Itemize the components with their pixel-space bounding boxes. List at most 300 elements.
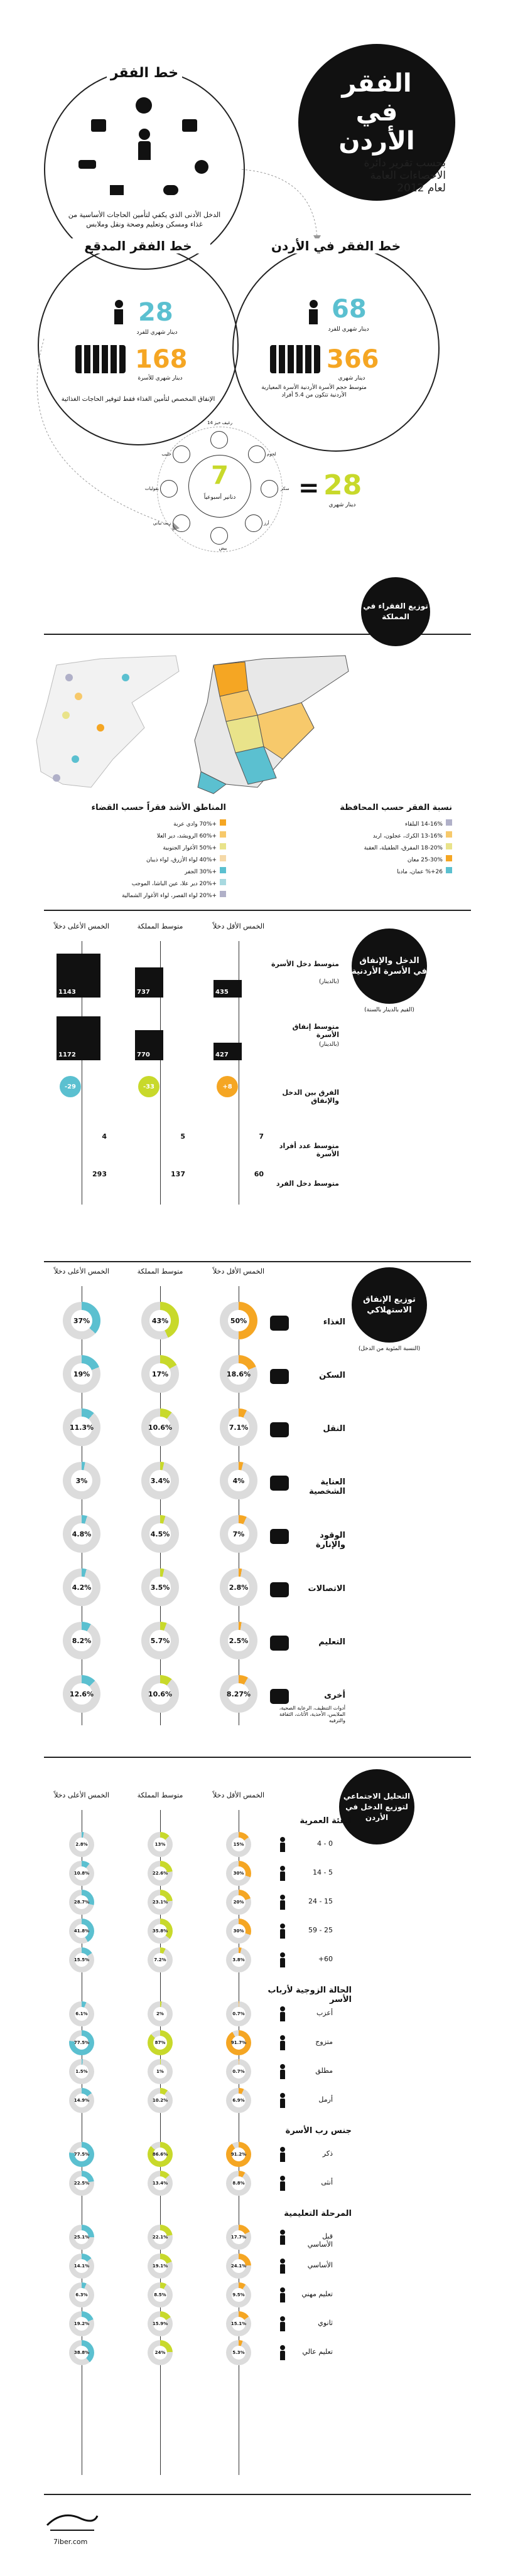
donut-highest — [69, 2225, 94, 2250]
donut-lowest — [226, 2171, 251, 2196]
basket-item-label: لحوم — [267, 452, 276, 457]
social-row-label: 5 - 14 — [313, 1868, 333, 1876]
donut-highest — [63, 1302, 100, 1339]
legend-swatch — [220, 819, 226, 826]
donut-highest — [69, 1919, 94, 1944]
donut-value: 15.9% — [153, 2317, 167, 2331]
donut-value: 28.7% — [75, 1895, 89, 1909]
legend-item: +60% الرويشد، دير العلا — [38, 831, 226, 843]
donut-value: 30% — [232, 1866, 246, 1880]
donut-highest — [69, 1861, 94, 1886]
donut-value: 8.27% — [228, 1683, 249, 1705]
donut-value: 8.2% — [71, 1630, 92, 1651]
donut-lowest — [226, 1919, 251, 1944]
donut-value: 14.9% — [75, 2094, 89, 2107]
donut-value: 77.5% — [75, 2036, 89, 2050]
donut-value: 10.6% — [149, 1683, 171, 1705]
basket-item-icon — [210, 527, 228, 545]
legend-swatch — [446, 843, 452, 849]
col-head-average: متوسط المملكة — [137, 922, 183, 930]
basket-item-label: حليب — [161, 452, 171, 457]
person-icon — [279, 1837, 286, 1852]
donut-lowest — [226, 2282, 251, 2307]
basket-result-unit: دينار شهري — [328, 502, 356, 508]
person-icon — [279, 2176, 286, 2191]
donut-highest — [69, 2059, 94, 2084]
donut-lowest — [226, 2001, 251, 2026]
donut-value: 2.5% — [228, 1630, 249, 1651]
donut-lowest — [226, 2311, 251, 2336]
distribution-title: توزيع الفقراء في المملكة — [361, 577, 430, 646]
donut-value: 22.6% — [153, 1866, 167, 1880]
flow-arrow — [239, 163, 327, 245]
donut-value: 2.8% — [228, 1577, 249, 1598]
social-row-label: تعليم مهني — [301, 2290, 333, 2298]
spending-row-note: أدوات التنظيف، الرعاية الصحية، الملابس، الأحذية، الأثاث، الثقافة والترفيه — [279, 1705, 345, 1723]
donut-lowest — [220, 1622, 257, 1659]
car-icon — [78, 160, 96, 169]
donut-value: 91.2% — [232, 2148, 246, 2161]
donut-value: 6.9% — [232, 2094, 246, 2107]
donut-highest — [69, 2340, 94, 2365]
donut-value: 6.1% — [75, 2007, 89, 2021]
district-map — [31, 652, 182, 797]
income-row-label: متوسط دخل الفرد — [276, 1179, 339, 1188]
donut-value: 91.7% — [232, 2036, 246, 2050]
donut-highest — [63, 1568, 100, 1606]
income-average-cell: -33 — [138, 1076, 159, 1097]
donut-highest — [69, 2254, 94, 2279]
donut-value: 87% — [153, 2036, 167, 2050]
donut-lowest — [220, 1408, 257, 1446]
donut-value: 10.6% — [149, 1417, 171, 1438]
donut-value: 17.7% — [232, 2230, 246, 2244]
donut-highest — [69, 2142, 94, 2167]
donut-value: 77.5% — [75, 2148, 89, 2161]
section-divider — [44, 2494, 471, 2495]
donut-highest — [63, 1355, 100, 1393]
basket-item-icon — [245, 514, 262, 532]
brand-logo — [44, 2506, 100, 2538]
donut-value: 3% — [71, 1470, 92, 1491]
income-row-note: (بالدينار) — [318, 1041, 339, 1048]
legend-item: +40% لواء الأزرق، لواء ذيبان — [38, 854, 226, 866]
donut-lowest — [226, 2142, 251, 2167]
income-average-cell: 5 — [180, 1132, 185, 1141]
donut-value: 17% — [149, 1363, 171, 1385]
donut-average — [148, 2282, 173, 2307]
person-icon — [113, 300, 124, 325]
basket-item-label: أرز — [264, 521, 269, 526]
social-row-label: متزوج — [315, 2038, 333, 2046]
poverty-line-heading: خط الفقر — [107, 65, 182, 81]
donut-value: 22.5% — [75, 2176, 89, 2190]
gov-legend — [295, 819, 452, 878]
legend-swatch — [220, 867, 226, 873]
donut-value: 24.1% — [232, 2259, 246, 2273]
basket-item-label: بقوليات — [144, 486, 159, 491]
donut-value: 19.1% — [153, 2259, 167, 2273]
income-lowest-cell: 60 — [254, 1169, 264, 1178]
book-icon — [110, 185, 124, 195]
donut-highest — [63, 1622, 100, 1659]
flow-arrow — [19, 333, 182, 540]
donut-value: 25.1% — [75, 2230, 89, 2244]
person-icon — [279, 2345, 286, 2360]
donut-value: 0.7% — [232, 2065, 246, 2078]
income-row-note: (بالدينار) — [318, 979, 339, 985]
jordan-individual-unit: دينار شهري للفرد — [328, 326, 369, 333]
basket-item-label: بيض — [219, 546, 227, 551]
col-head-average: متوسط المملكة — [137, 1267, 183, 1275]
social-row-label: ذكر — [322, 2149, 333, 2158]
spending-category-icon — [270, 1422, 289, 1437]
basket-item-icon — [173, 514, 190, 532]
donut-average — [148, 2254, 173, 2279]
donut-average — [148, 2171, 173, 2196]
equals-sign: = — [298, 474, 320, 503]
donut-value: 20% — [232, 1895, 246, 1909]
spending-category-icon — [270, 1689, 289, 1704]
person-icon — [279, 1952, 286, 1967]
donut-average — [141, 1408, 179, 1446]
basket-result-value: 28 — [323, 469, 362, 501]
spending-category-icon — [270, 1636, 289, 1651]
donut-lowest — [220, 1675, 257, 1713]
donut-highest — [69, 1890, 94, 1915]
donut-average — [141, 1462, 179, 1499]
income-highest-cell: 293 — [92, 1169, 107, 1178]
donut-lowest — [226, 1947, 251, 1972]
donut-value: 5.3% — [232, 2346, 246, 2360]
gov-legend-heading: نسبة الفقر حسب المحافظة — [340, 803, 452, 812]
col-head-highest: الخمس الأعلى دخلاً — [54, 1791, 109, 1799]
section-divider — [44, 1757, 471, 1758]
donut-lowest — [226, 2030, 251, 2055]
col-head-lowest: الخمس الأقل دخلاً — [212, 1791, 265, 1799]
social-row-label: 60+ — [318, 1955, 333, 1963]
donut-value: 15.5% — [75, 1953, 89, 1967]
column-divider — [160, 1286, 161, 1725]
social-group-heading: الفئة العمرية — [300, 1816, 352, 1826]
section-divider — [44, 1261, 471, 1262]
donut-highest — [63, 1675, 100, 1713]
donut-value: 13.4% — [153, 2176, 167, 2190]
donut-average — [148, 1861, 173, 1886]
donut-value: 4.2% — [71, 1577, 92, 1598]
income-row-label: متوسط دخل الأسرة — [271, 960, 339, 968]
legend-item: 25-30% معان — [295, 854, 452, 866]
legend-item: +50% الأغوار الجنوبية — [38, 843, 226, 854]
donut-average — [148, 2340, 173, 2365]
person-icon — [279, 2035, 286, 2050]
col-head-highest: الخمس الأعلى دخلاً — [54, 922, 109, 930]
donut-value: 15% — [232, 1838, 246, 1851]
person-icon — [137, 129, 152, 160]
donut-highest — [63, 1462, 100, 1499]
donut-value: 38.8% — [75, 2346, 89, 2360]
donut-value: 10.2% — [153, 2094, 167, 2107]
shirt-icon — [182, 119, 197, 132]
social-group-heading: الحالة الزوجية لأرباب الأسر — [268, 1986, 352, 2004]
social-group-heading: جنس رب الأسرة — [285, 2126, 352, 2136]
extreme-family-value: 168 — [135, 345, 188, 374]
legend-swatch — [446, 855, 452, 861]
donut-average — [141, 1355, 179, 1393]
income-highest-cell: 1143 — [57, 954, 100, 998]
spending-row-label: السكن — [319, 1371, 345, 1380]
donut-average — [148, 1832, 173, 1857]
donut-lowest — [220, 1302, 257, 1339]
donut-value: 5.7% — [149, 1630, 171, 1651]
income-average-cell: 737 — [135, 967, 163, 998]
spending-unit-note: (النسبة المئوية من الدخل) — [358, 1346, 421, 1352]
donut-value: 4% — [228, 1470, 249, 1491]
donut-lowest — [220, 1515, 257, 1553]
spending-row-label: العناية الشخصية — [309, 1477, 345, 1496]
income-average-cell: 137 — [171, 1169, 185, 1178]
person-icon — [279, 2006, 286, 2021]
donut-value: 13% — [153, 1838, 167, 1851]
jordan-family-unit: دينار شهري — [338, 375, 365, 381]
bread-icon — [163, 185, 178, 195]
donut-highest — [69, 2311, 94, 2336]
donut-lowest — [220, 1462, 257, 1499]
donut-value: 50% — [228, 1310, 249, 1331]
social-row-label: تعليم عالي — [302, 2348, 333, 2356]
donut-value: 9.5% — [232, 2288, 246, 2302]
basket-item-label: زيت نباتي — [153, 521, 171, 526]
donut-value: 6.3% — [75, 2288, 89, 2302]
person-icon — [279, 1895, 286, 1910]
donut-value: 10.8% — [75, 1866, 89, 1880]
donut-value: 18.6% — [228, 1363, 249, 1385]
basket-item-label: 14 رغيف خبز — [207, 420, 233, 425]
donut-value: 2% — [153, 2007, 167, 2021]
donut-lowest — [220, 1568, 257, 1606]
legend-item: +20% لواء القصر، لواء الأغوار الشمالية — [38, 890, 226, 902]
spending-category-icon — [270, 1529, 289, 1544]
legend-item: 18-20% المفرق، الطفيلة، العقبة — [295, 843, 452, 854]
legend-item: +70% وادي عربة — [38, 819, 226, 831]
donut-value: 3.5% — [149, 1577, 171, 1598]
social-row-label: الأساسي — [307, 2261, 333, 2269]
jordan-family-note: متوسط حجم الأسرة الأردنية الأسرة المعيارية الأردنية تتكون من 5.4 أفراد — [261, 385, 367, 398]
donut-value: 1% — [153, 2065, 167, 2078]
col-head-average: متوسط المملكة — [137, 1791, 183, 1799]
donut-value: 7.2% — [153, 1953, 167, 1967]
donut-value: 19% — [71, 1363, 92, 1385]
spending-category-icon — [270, 1582, 289, 1597]
donut-average — [148, 2030, 173, 2055]
donut-value: 3.4% — [149, 1470, 171, 1491]
donut-average — [141, 1675, 179, 1713]
extreme-line-desc: الإنفاق المخصص لتأمين الغذاء فقط لتوفير الحاجات الغذائية — [61, 396, 215, 403]
social-row-label: ثانوي — [318, 2319, 333, 2327]
social-row-label: مطلق — [315, 2067, 333, 2075]
basket-center-value: 7 — [211, 461, 229, 490]
donut-highest — [69, 2282, 94, 2307]
donut-average — [148, 1947, 173, 1972]
legend-swatch — [220, 879, 226, 885]
donut-value: 35.8% — [153, 1924, 167, 1938]
jordan-line-heading: خط الفقر في الأردن — [264, 238, 408, 253]
donut-value: 12.6% — [71, 1683, 92, 1705]
legend-swatch — [220, 855, 226, 861]
spending-row-label: الاتصالات — [308, 1584, 345, 1594]
person-icon — [279, 2064, 286, 2079]
donut-highest — [69, 2088, 94, 2113]
area-legend — [38, 819, 226, 902]
section-divider — [44, 910, 471, 911]
income-average-cell: 770 — [135, 1030, 163, 1060]
social-row-label: قبل الأساسي — [307, 2232, 333, 2249]
donut-average — [141, 1622, 179, 1659]
spending-row-label: التعليم — [318, 1637, 345, 1647]
donut-average — [148, 2088, 173, 2113]
income-lowest-cell: 435 — [213, 980, 242, 998]
donut-value: 7% — [228, 1523, 249, 1545]
person-icon — [308, 300, 319, 325]
basket-center-unit: دنانير أسبوعياً — [203, 494, 236, 501]
social-row-label: 0 - 4 — [317, 1839, 333, 1848]
money-bag-icon — [136, 97, 152, 114]
donut-value: 7.1% — [228, 1417, 249, 1438]
legend-swatch — [446, 819, 452, 826]
legend-swatch — [220, 843, 226, 849]
donut-highest — [69, 2001, 94, 2026]
income-highest-cell: 1172 — [57, 1016, 100, 1060]
donut-value: 8.5% — [153, 2288, 167, 2302]
income-row-label: متوسط عدد أفراد الأسرة — [279, 1142, 339, 1158]
donut-highest — [69, 1947, 94, 1972]
donut-highest — [69, 1832, 94, 1857]
basket-item-icon — [261, 480, 278, 498]
social-row-label: أنثى — [321, 2178, 333, 2186]
donut-value: 4.5% — [149, 1523, 171, 1545]
footer-brand: 7iber.com — [53, 2538, 88, 2546]
income-row-label: متوسط إنفاق الأسرة — [292, 1023, 339, 1039]
person-icon — [279, 2147, 286, 2162]
donut-value: 30% — [232, 1924, 246, 1938]
page-title: الفقر في الأردن — [338, 69, 415, 156]
donut-value: 22.1% — [153, 2230, 167, 2244]
basket-item-icon — [248, 445, 266, 463]
donut-highest — [69, 2171, 94, 2196]
donut-value: 86.6% — [153, 2148, 167, 2161]
donut-value: 23.1% — [153, 1895, 167, 1909]
person-icon — [279, 2259, 286, 2274]
legend-swatch — [446, 867, 452, 873]
income-row-label: الفرق بين الدخل والإنفاق — [282, 1088, 339, 1105]
donut-value: 43% — [149, 1310, 171, 1331]
donut-average — [148, 2225, 173, 2250]
donut-value: 3.8% — [232, 1953, 246, 1967]
legend-item: 13-16% الكرك، عجلون، اربد — [295, 831, 452, 843]
donut-lowest — [226, 2225, 251, 2250]
donut-value: 11.3% — [71, 1417, 92, 1438]
col-head-lowest: الخمس الأقل دخلاً — [212, 1267, 265, 1275]
basket-item-icon — [173, 445, 190, 463]
donut-lowest — [226, 2254, 251, 2279]
extreme-individual-value: 28 — [138, 298, 173, 327]
donut-value: 15.1% — [232, 2317, 246, 2331]
spending-row-label: النقل — [323, 1424, 345, 1434]
governorate-map — [188, 652, 352, 797]
person-icon — [279, 1866, 286, 1881]
donut-value: 8.8% — [232, 2176, 246, 2190]
legend-swatch — [220, 891, 226, 897]
income-highest-cell: -29 — [60, 1076, 81, 1097]
social-row-label: 25 - 59 — [308, 1926, 333, 1934]
house-icon — [91, 119, 106, 132]
spending-category-icon — [270, 1316, 289, 1331]
donut-lowest — [226, 2059, 251, 2084]
donut-value: 4.8% — [71, 1523, 92, 1545]
donut-average — [148, 1919, 173, 1944]
income-highest-cell: 4 — [102, 1132, 107, 1141]
legend-item: +30% الجفر — [38, 866, 226, 878]
donut-lowest — [226, 2088, 251, 2113]
legend-swatch — [446, 831, 452, 838]
donut-value: 2.8% — [75, 1838, 89, 1851]
basket-item-icon — [210, 431, 228, 449]
basket-item-label: سكر — [281, 486, 289, 491]
income-unit-note: (القيم بالدينار بالسنة) — [364, 1007, 414, 1013]
donut-highest — [63, 1408, 100, 1446]
spending-category-icon — [270, 1369, 289, 1384]
donut-lowest — [220, 1355, 257, 1393]
col-head-highest: الخمس الأعلى دخلاً — [54, 1267, 109, 1275]
donut-lowest — [226, 2340, 251, 2365]
spending-category-icon — [270, 1476, 289, 1491]
poverty-line-desc: الدخل الأدنى الذي يكفي لتأمين الحاجات الأساسية من غذاء ومسكن وتعليم وصحة ونقل وملابس — [68, 211, 221, 228]
income-lowest-cell: +8 — [217, 1076, 238, 1097]
person-icon — [279, 2316, 286, 2331]
social-row-label: 15 - 24 — [308, 1897, 333, 1905]
social-row-label: أرمل — [318, 2095, 333, 2104]
donut-average — [141, 1515, 179, 1553]
donut-highest — [63, 1515, 100, 1553]
spending-row-label: الغذاء — [323, 1317, 345, 1327]
family-icon — [270, 345, 320, 373]
social-row-label: أعزب — [316, 2009, 333, 2017]
donut-average — [148, 1890, 173, 1915]
spending-row-label: الوقود والإنارة — [315, 1531, 345, 1550]
donut-average — [148, 2311, 173, 2336]
donut-average — [148, 2142, 173, 2167]
spending-title: توزيع الإنفاق الاستهلاكي — [352, 1267, 427, 1343]
legend-item: 14-16% البلقاء — [295, 819, 452, 831]
jordan-family-value: 366 — [327, 345, 379, 374]
area-legend-heading: المناطق الأشد فقراً حسب القضاء — [91, 803, 226, 812]
basket-item-icon — [160, 480, 178, 498]
legend-swatch — [220, 831, 226, 838]
donut-lowest — [226, 1861, 251, 1886]
donut-highest — [69, 2030, 94, 2055]
donut-average — [148, 2059, 173, 2084]
person-icon — [279, 2093, 286, 2108]
spending-row-label: أخرى — [324, 1691, 345, 1700]
donut-value: 24% — [153, 2346, 167, 2360]
income-lowest-cell: 427 — [213, 1043, 242, 1060]
donut-value: 0.7% — [232, 2007, 246, 2021]
donut-average — [141, 1568, 179, 1606]
donut-value: 14.1% — [75, 2259, 89, 2273]
donut-lowest — [226, 1832, 251, 1857]
legend-item: 26+% عمان، مادبا — [295, 866, 452, 878]
social-group-heading: المرحلة التعليمية — [284, 2209, 352, 2218]
